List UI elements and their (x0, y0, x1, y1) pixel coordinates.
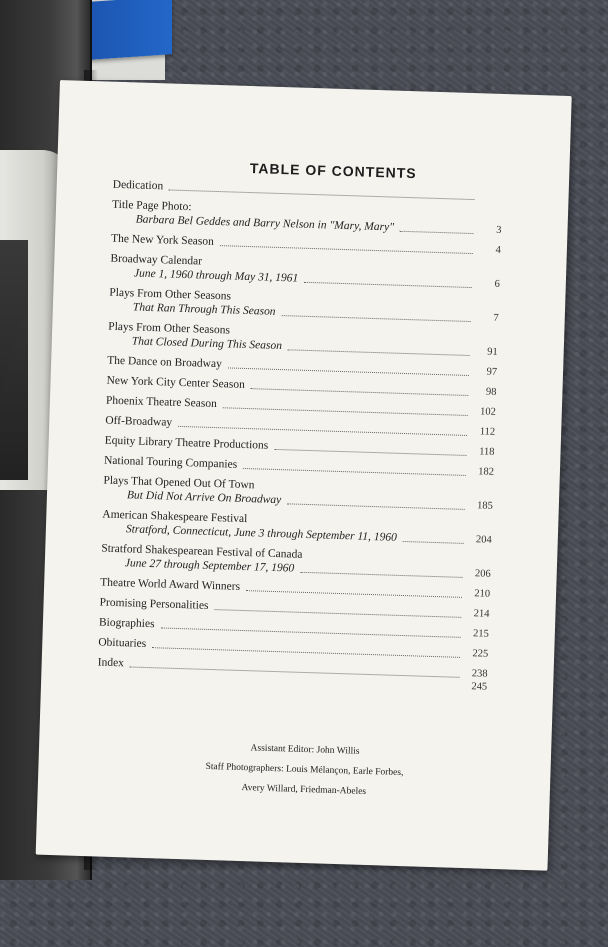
toc-list (97, 178, 503, 693)
dot-leader (251, 388, 469, 396)
toc-entry-title: National Touring Companies (103, 454, 238, 471)
dot-leader (214, 609, 461, 618)
toc-entry (109, 286, 500, 326)
dot-leader (152, 647, 460, 658)
dot-leader (300, 572, 462, 578)
toc-entry-title: Title Page Photo: (111, 198, 192, 214)
toc-entry-title: American Shakespeare Festival (102, 508, 248, 526)
toc-entry-title: Plays That Opened Out Of Town (103, 474, 255, 492)
toc-entry (101, 542, 492, 582)
dot-leader (246, 590, 462, 598)
toc-page-number: 91 (486, 346, 498, 358)
toc-entry-subtitle: That Ran Through This Season (132, 301, 276, 318)
toc-entry-subtitle: That Closed During This Season (131, 335, 283, 353)
toc-entry-title: Stratford Shakespearean Festival of Canada (101, 542, 303, 561)
toc-page-number: 206 (474, 568, 491, 580)
toc-page-number: 102 (479, 406, 496, 418)
photographers-line1: Staff Photographers: Louis Mélançon, Earle Forbes, (205, 761, 404, 779)
toc-page-number: 210 (474, 588, 491, 600)
dot-leader (220, 245, 473, 254)
toc-page-number: 225 (472, 648, 489, 660)
toc-page-number: 215 (472, 628, 489, 640)
toc-entry (111, 198, 502, 238)
toc-page-number: 6 (494, 278, 500, 290)
toc-entry-subtitle: Stratford, Connecticut, June 3 through September 11, 1960 (125, 523, 398, 544)
toc-entry-title: Off-Broadway (105, 414, 173, 429)
toc-entry-subtitle: June 27 through September 17, 1960 (124, 557, 295, 575)
toc-entry-title: Phoenix Theatre Season (105, 394, 218, 411)
toc-entry-title: New York City Center Season (106, 374, 246, 391)
toc-page-number: 214 (473, 608, 490, 620)
dot-leader (178, 426, 467, 436)
dot-leader (287, 503, 465, 510)
dot-leader (403, 541, 464, 544)
toc-page-number: 112 (479, 426, 496, 438)
toc-entry (102, 508, 493, 548)
toc-page-number: 97 (486, 366, 498, 378)
toc-page-number: 245 (471, 681, 488, 693)
dot-leader (281, 315, 470, 322)
dot-leader (274, 449, 466, 456)
dot-leader (169, 189, 474, 200)
toc-entry-title: Promising Personalities (99, 596, 209, 612)
toc-title: TABLE OF CONTENTS (249, 160, 417, 182)
dot-leader (288, 349, 470, 356)
toc-entry-title: Biographies (98, 616, 155, 631)
toc-entry-title: Plays From Other Seasons (108, 320, 231, 337)
toc-page-number: 204 (475, 534, 492, 546)
toc-entry-title: Index (97, 656, 125, 670)
toc-entry-subtitle: June 1, 1960 through May 31, 1961 (133, 267, 299, 285)
dot-leader (304, 282, 472, 288)
toc-entry (103, 474, 494, 514)
toc-entry-title: Plays From Other Seasons (109, 286, 232, 303)
contents-page (36, 80, 572, 871)
toc-page-number: 7 (493, 312, 499, 324)
toc-block (97, 156, 503, 693)
dot-leader (228, 367, 469, 376)
dot-leader (400, 231, 474, 234)
photographers-line2: Avery Willard, Friedman-Abeles (241, 783, 367, 797)
toc-page-number: 118 (478, 446, 495, 458)
toc-page-number: 238 (471, 668, 488, 680)
toc-entry-title: Dedication (112, 178, 164, 193)
toc-entry-subtitle: Barbara Bel Geddes and Barry Nelson in "Mary, Mary" (135, 213, 395, 234)
toc-entry-title: Equity Library Theatre Productions (104, 434, 269, 452)
toc-page-number: 3 (496, 224, 502, 236)
dot-leader (103, 678, 459, 689)
toc-page-number: 182 (477, 466, 495, 478)
toc-entry-title: The New York Season (110, 232, 215, 248)
dot-leader (160, 627, 460, 637)
dot-leader (223, 407, 468, 416)
toc-page-number (480, 203, 502, 204)
toc-page-number: 185 (476, 500, 493, 512)
toc-entry (110, 252, 501, 292)
toc-page-number: 98 (485, 386, 497, 398)
toc-entry-subtitle: But Did Not Arrive On Broadway (126, 489, 282, 507)
toc-entry-title: Broadway Calendar (110, 252, 203, 268)
toc-entry-title: Obituaries (98, 636, 147, 650)
credits (134, 735, 476, 806)
toc-page-number: 4 (495, 244, 502, 256)
dot-leader (243, 468, 466, 476)
toc-entry-title: Theatre World Award Winners (100, 576, 241, 593)
toc-entry (108, 320, 499, 360)
toc-entry-title: The Dance on Broadway (107, 354, 222, 371)
assistant-editor: Assistant Editor: John Willis (250, 743, 360, 757)
